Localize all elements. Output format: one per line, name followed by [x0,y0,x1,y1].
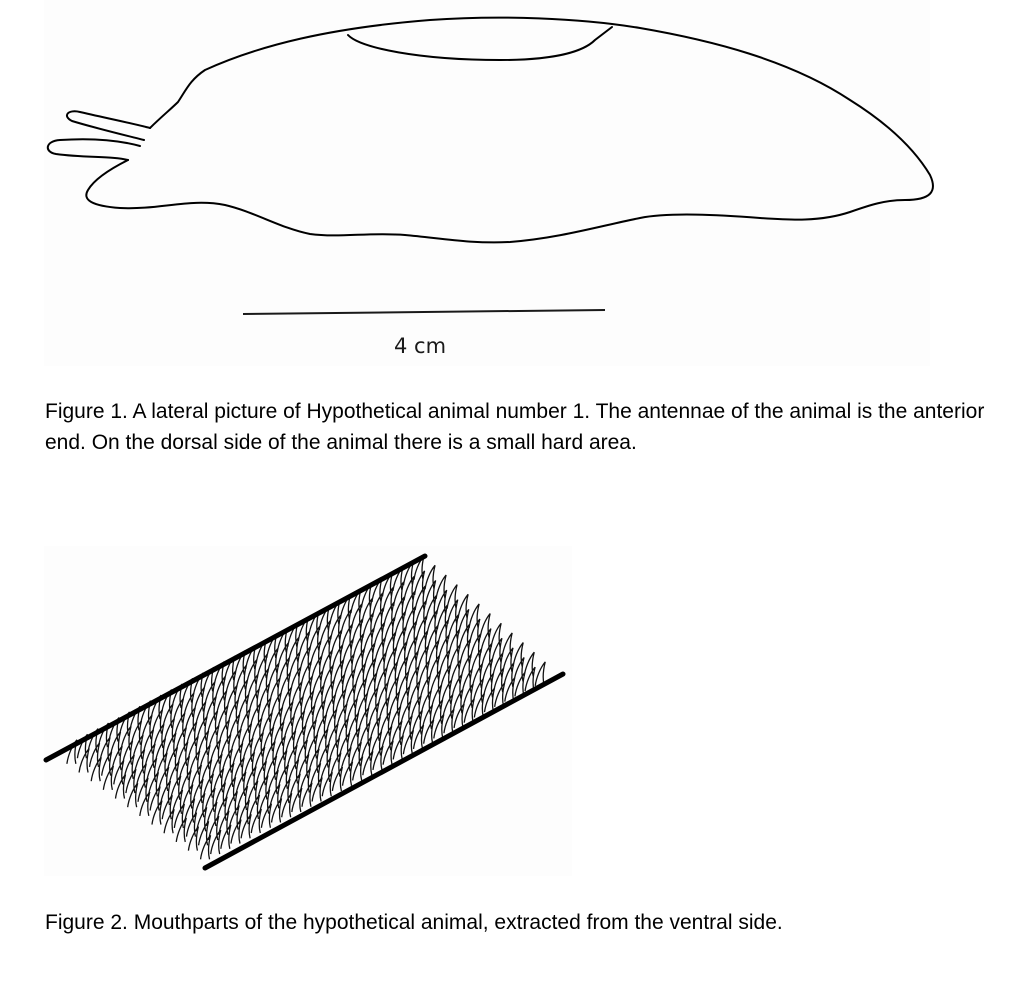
lower-antenna [48,139,140,160]
animal-body-outline [86,18,933,243]
dorsal-hard-area [348,27,612,60]
figure-2-drawing [0,540,1024,880]
figure-2-caption: Figure 2. Mouthparts of the hypothetical animal, extracted from the ventral side. [45,911,783,934]
scale-bar-label: 4 cm [394,334,447,358]
scale-bar [243,310,605,314]
figure-1-caption: Figure 1. A lateral picture of Hypothetical animal number 1. The antennae of the animal is the anterior end. On the dorsal side of the animal there is a small hard area. [45,400,985,454]
radula-lower-edge [205,674,563,868]
figure-1-drawing [0,0,1024,370]
upper-antenna [67,111,150,140]
